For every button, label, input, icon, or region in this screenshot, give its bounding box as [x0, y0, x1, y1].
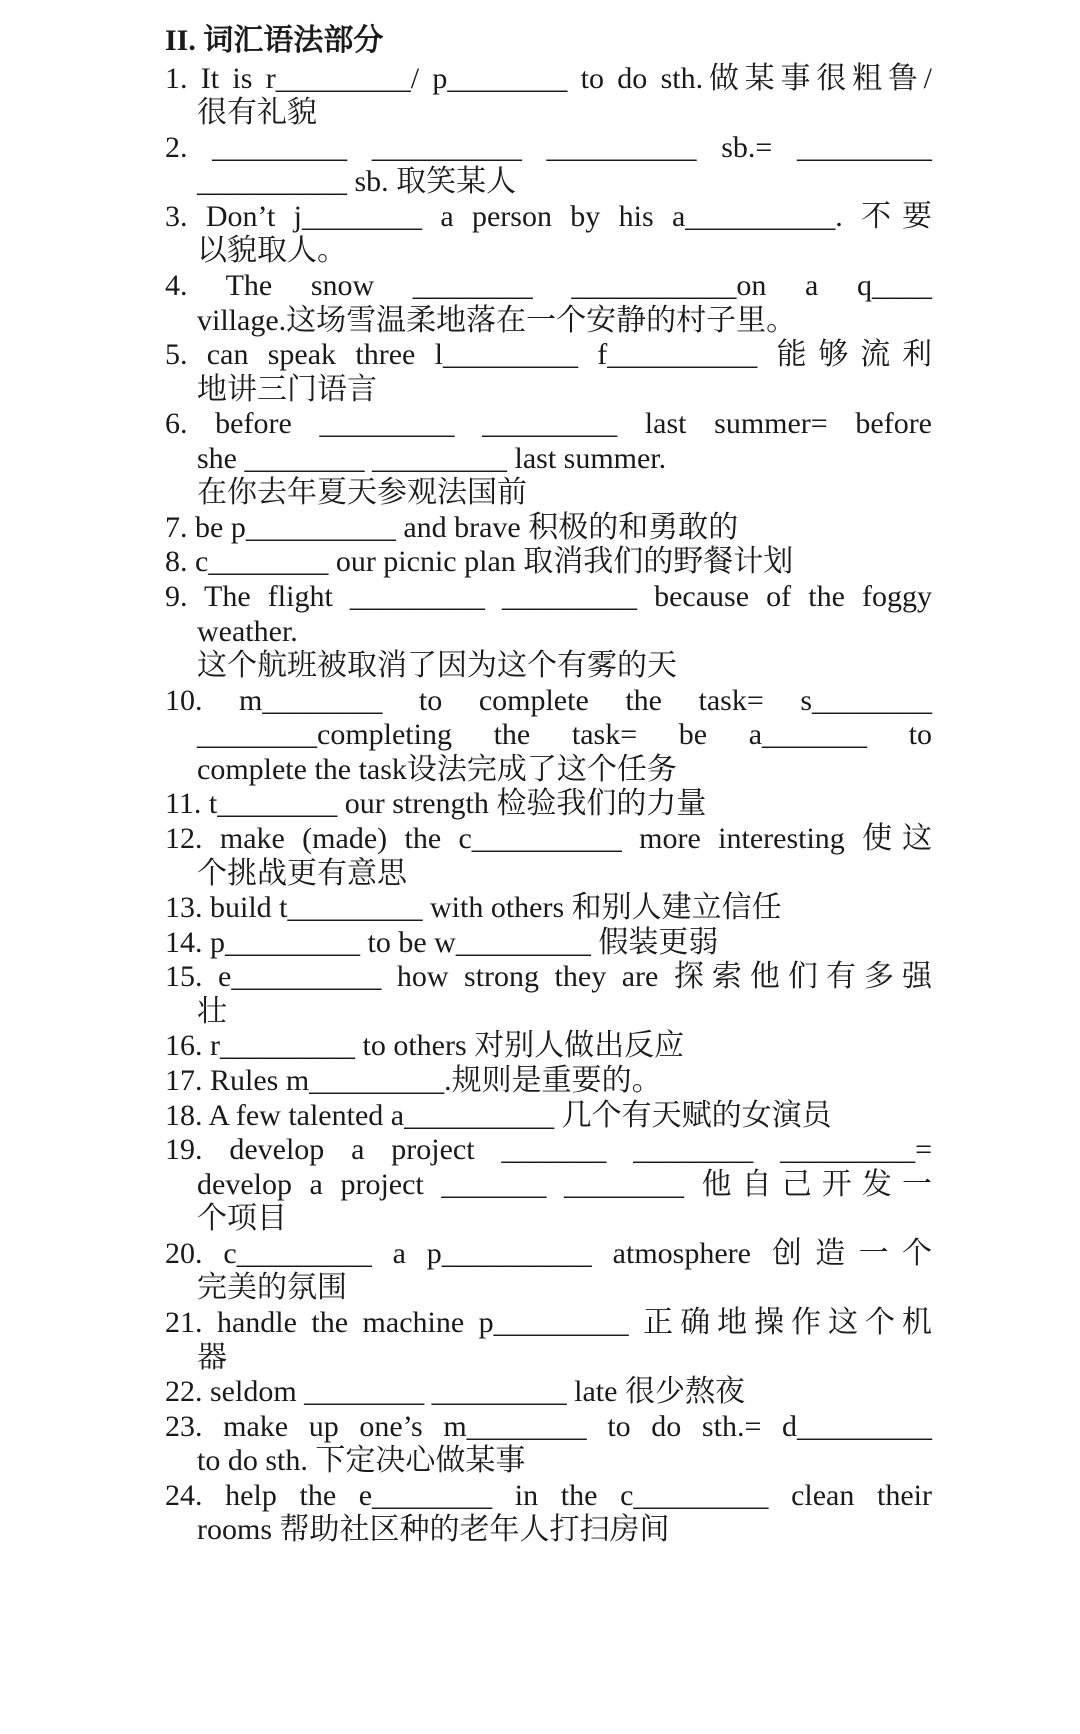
item-1-line-1: 1. It is r_________/ p________ to do sth.做某事很粗鲁/: [165, 62, 932, 95]
item-14-line-1: 14. p_________ to be w_________ 假装更弱: [165, 926, 719, 959]
item-20-line-2: 完美的氛围: [197, 1271, 347, 1304]
item-15-line-1: 15. e__________ how strong they are 探索他们有多强: [165, 960, 932, 993]
item-21-line-2: 器: [197, 1341, 227, 1374]
item-10-line-1: 10. m________ to complete the task= s________: [165, 684, 932, 717]
item-23-line-2: to do sth. 下定决心做某事: [197, 1444, 526, 1477]
item-21-line-1: 21. handle the machine p_________ 正确地操作这个机: [165, 1306, 932, 1339]
item-9-line-1: 9. The flight _________ _________ because of the foggy: [165, 580, 932, 613]
item-16-line-1: 16. r_________ to others 对别人做出反应: [165, 1029, 685, 1062]
item-18-line-1: 18. A few talented a__________ 几个有天赋的女演员: [165, 1099, 832, 1132]
item-2-line-1: 2. _________ __________ __________ sb.= _________: [165, 131, 932, 164]
item-6-line-1: 6. before _________ _________ last summer= before: [165, 407, 932, 440]
item-19-line-3: 个项目: [197, 1202, 287, 1235]
item-15-line-2: 壮: [197, 995, 227, 1028]
item-13-line-1: 13. build t_________ with others 和别人建立信任: [165, 891, 782, 924]
item-3-line-2: 以貌取人。: [197, 234, 347, 267]
item-8-line-1: 8. c________ our picnic plan 取消我们的野餐计划: [165, 545, 794, 578]
item-11-line-1: 11. t________ our strength 检验我们的力量: [165, 787, 707, 820]
item-10-line-2: ________completing the task= be a_______ to: [197, 718, 932, 751]
item-19-line-2: develop a project _______ ________ 他自己开发一: [197, 1168, 932, 1201]
item-12-line-2: 个挑战更有意思: [197, 857, 407, 890]
item-5-line-1: 5. can speak three l_________ f__________ 能够流利: [165, 338, 932, 371]
item-24-line-2: rooms 帮助社区种的老年人打扫房间: [197, 1513, 670, 1546]
item-17-line-1: 17. Rules m_________.规则是重要的。: [165, 1064, 662, 1097]
item-6-line-3: 在你去年夏天参观法国前: [197, 476, 527, 509]
item-24-line-1: 24. help the e________ in the c_________ clean their: [165, 1479, 932, 1512]
item-23-line-1: 23. make up one’s m________ to do sth.= d_________: [165, 1410, 932, 1443]
section-heading: II. 词汇语法部分: [165, 24, 384, 57]
item-5-line-2: 地讲三门语言: [197, 373, 377, 406]
item-1-line-2: 很有礼貌: [197, 96, 317, 129]
item-6-line-2: she ________ _________ last summer.: [197, 442, 667, 475]
item-4-line-2: village.这场雪温柔地落在一个安静的村子里。: [197, 304, 797, 337]
item-4-line-1: 4. The snow ________ ___________on a q____: [165, 269, 932, 302]
item-20-line-1: 20. c_________ a p__________ atmosphere 创造一个: [165, 1237, 932, 1270]
item-12-line-1: 12. make (made) the c__________ more interesting 使这: [165, 822, 932, 855]
item-22-line-1: 22. seldom ________ _________ late 很少熬夜: [165, 1375, 745, 1408]
item-3-line-1: 3. Don’t j________ a person by his a__________. 不要: [165, 200, 932, 233]
item-2-line-2: __________ sb. 取笑某人: [197, 165, 517, 198]
item-10-line-3: complete the task设法完成了这个任务: [197, 753, 677, 786]
item-9-line-3: 这个航班被取消了因为这个有雾的天: [197, 649, 677, 682]
item-7-line-1: 7. be p__________ and brave 积极的和勇敢的: [165, 511, 739, 544]
item-9-line-2: weather.: [197, 615, 298, 648]
item-19-line-1: 19. develop a project _______ ________ _________=: [165, 1133, 932, 1166]
